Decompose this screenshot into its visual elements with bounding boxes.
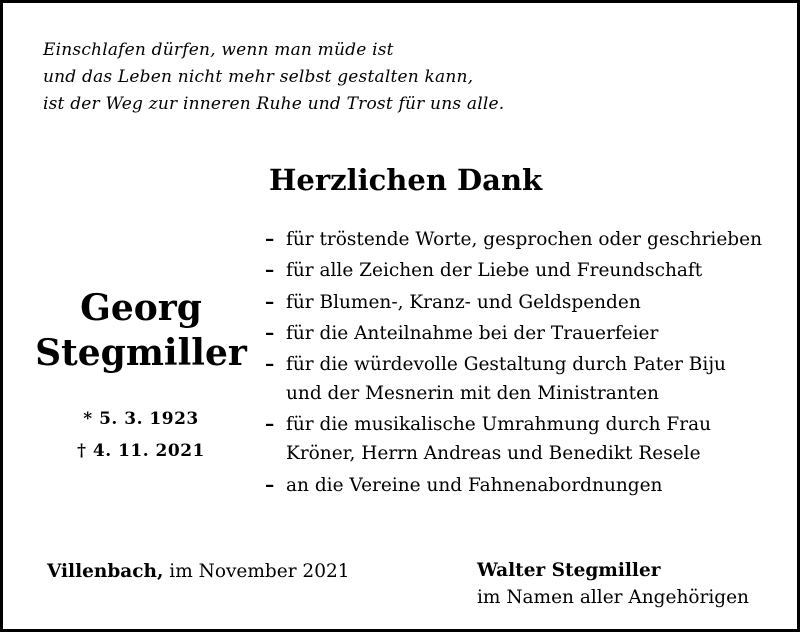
deceased-last-name: Stegmiller [35, 332, 247, 374]
thanks-item [265, 256, 785, 285]
quote-line: und das Leben nicht mehr selbst gestalten kann, [43, 67, 474, 87]
place: Villenbach, [47, 561, 164, 582]
dash-bullet: – [265, 414, 275, 436]
thanks-item-text: für alle Zeichen der Liebe und Freundschaft [286, 260, 703, 282]
thanks-item-text: Kröner, Herrn Andreas und Benedikt Resele [286, 443, 701, 465]
dash-bullet: – [265, 354, 275, 376]
signer-note: im Namen aller Angehörigen [477, 587, 749, 608]
thanks-item-text: und der Mesnerin mit den Ministranten [286, 383, 659, 405]
thanks-heading: Herzlichen Dank [269, 163, 543, 197]
thanks-item-text: für die musikalische Umrahmung durch Frau [286, 414, 712, 436]
place-and-date [47, 557, 350, 586]
thanks-item [265, 319, 785, 348]
thanks-item [265, 288, 785, 317]
thanks-item-text: für Blumen-, Kranz- und Geldspenden [286, 291, 641, 313]
thanks-list [265, 225, 785, 502]
memorial-quote [43, 37, 504, 118]
thanks-item-text: an die Vereine und Fahnenabordnungen [286, 474, 663, 496]
birth-date: * 5. 3. 1923 [83, 409, 199, 429]
thanks-item [265, 471, 785, 500]
deceased-first-name: Georg [80, 287, 202, 329]
dash-bullet: – [265, 322, 275, 344]
signer-name: Walter Stegmiller [477, 560, 661, 581]
thanks-item-text: für tröstende Worte, gesprochen oder geschrieben [286, 229, 763, 250]
thanks-item-text: für die würdevolle Gestaltung durch Pater Biju [286, 354, 726, 376]
thanks-item [265, 225, 785, 254]
dash-bullet: – [265, 291, 275, 313]
thanks-item [265, 410, 785, 468]
life-dates [23, 403, 259, 467]
dash-bullet: – [265, 260, 275, 282]
quote-line: Einschlafen dürfen, wenn man müde ist [43, 40, 394, 60]
quote-line: ist der Weg zur inneren Ruhe und Trost für uns alle. [43, 94, 505, 114]
deceased-name [23, 286, 259, 376]
dash-bullet: – [265, 229, 275, 250]
thanks-item-text: für die Anteilnahme bei der Trauerfeier [286, 322, 659, 344]
signature-block [477, 557, 749, 611]
thanks-item [265, 350, 785, 408]
death-date: † 4. 11. 2021 [77, 441, 205, 461]
date: im November 2021 [163, 561, 350, 582]
dash-bullet: – [265, 474, 275, 496]
